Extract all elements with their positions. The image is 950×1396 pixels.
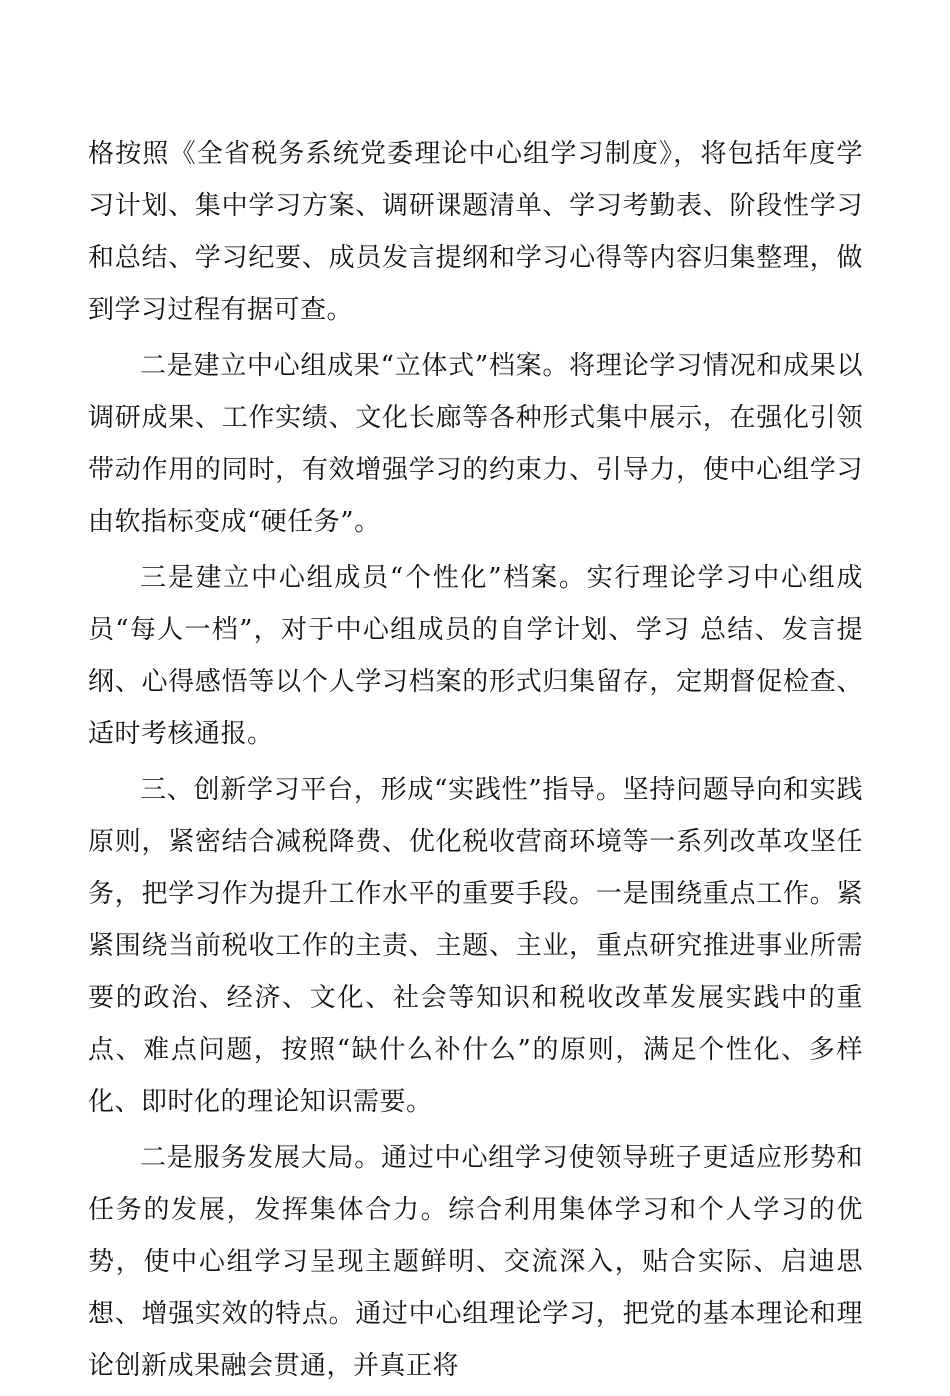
paragraph-3: 三是建立中心组成员“个性化”档案。实行理论学习中心组成员“每人一档”，对于中心组成员的自学计划、学习 总结、发言提纲、心得感悟等以个人学习档案的形式归集留存，定期督促检查、适时考核通报。: [88, 563, 863, 749]
document-body: [88, 128, 863, 1396]
paragraph-1: 格按照《全省税务系统党委理论中心组学习制度》，将包括年度学习计划、集中学习方案、调研课题清单、学习考勤表、阶段性学习和总结、学习纪要、成员发言提纲和学习心得等内容归集整理，做到学习过程有据可查。: [88, 139, 863, 325]
paragraph-2: 二是建立中心组成果“立体式”档案。将理论学习情况和成果以调研成果、工作实绩、文化长廊等各种形式集中展示，在强化引领带动作用的同时，有效增强学习的约束力、引导力，使中心组学习由软指标变成“硬任务”。: [88, 351, 863, 537]
paragraph-4: 三、创新学习平台，形成“实践性”指导。坚持问题导向和实践原则，紧密结合减税降费、优化税收营商环境等一系列改革攻坚任务，把学习作为提升工作水平的重要手段。一是围绕重点工作。紧紧围绕当前税收工作的主责、主题、主业，重点研究推进事业所需要的政治、经济、文化、社会等知识和税收改革发展实践中的重点、难点问题，按照“缺什么补什么”的原则，满足个性化、多样化、即时化的理论知识需要。: [88, 775, 863, 1117]
paragraph-5: 二是服务发展大局。通过中心组学习使领导班子更适应形势和任务的发展，发挥集体合力。综合利用集体学习和个人学习的优势，使中心组学习呈现主题鲜明、交流深入，贴合实际、启迪思想、增强实效的特点。通过中心组理论学习，把党的基本理论和理论创新成果融会贯通，并真正将: [88, 1143, 863, 1381]
